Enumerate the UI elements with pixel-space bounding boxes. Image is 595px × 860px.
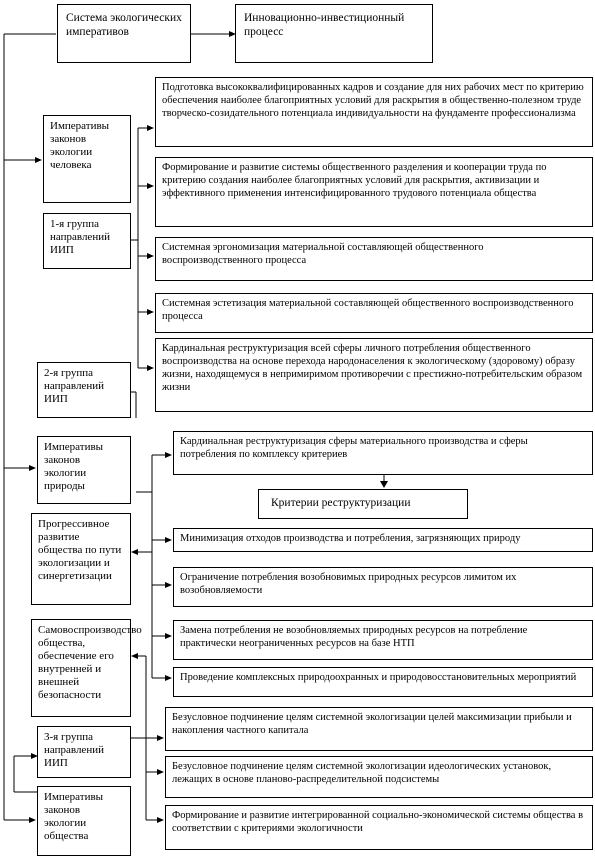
- arrow-head: [165, 675, 172, 681]
- group1-label: 1-я группа направлений ИИП: [50, 218, 110, 256]
- nature-ecology-box: [37, 436, 131, 504]
- progressive-development-label: Прогрессивное развитие общества по пути экологизации и синергетизации: [38, 518, 122, 582]
- direction-box-4: [155, 293, 593, 333]
- arrow-head: [147, 365, 154, 371]
- criterion-box-3: [173, 620, 593, 660]
- criterion-text-1: Минимизация отходов производства и потребления, загрязняющих природу: [180, 533, 521, 544]
- arrow-head: [147, 125, 154, 131]
- arrow-head: [29, 465, 36, 471]
- arrow-head: [29, 817, 36, 823]
- criteria-label: Критерии реструктуризации: [271, 497, 411, 509]
- arrow-head: [147, 183, 154, 189]
- direction-text-13: Безусловное подчинение целям системной экологизации идеологических установок, лежащих в основе планово-распределительной подсистемы: [172, 761, 552, 785]
- direction-text-4: Системная эстетизация материальной составляющей общественного воспроизводственного процесса: [162, 298, 574, 322]
- progressive-development-box: [31, 513, 131, 605]
- arrow-head: [165, 452, 172, 458]
- direction-text-5: Кардинальная реструктуризация всей сферы личного потребления общественного воспроизводства на основе перехода народонаселения к экологическому (здоровому) образу жизни, находящемуся в непримиримом противоречии с престижно-потребительским образом жизни: [162, 343, 583, 393]
- group3-box: [37, 726, 131, 778]
- arrow-head: [147, 253, 154, 259]
- criterion-text-3: Замена потребления не возобновляемых природных ресурсов на потребление практически неограниченных ресурсов на базе НТП: [180, 625, 528, 649]
- criterion-box-2: [173, 567, 593, 607]
- direction-box-5: [155, 338, 593, 412]
- arrow-head: [157, 769, 164, 775]
- society-ecology-label: Императивы законов экологии общества: [44, 791, 104, 842]
- direction-box-3: [155, 237, 593, 281]
- group2-label: 2-я группа направлений ИИП: [44, 367, 104, 405]
- direction-text-6: Кардинальная реструктуризация сферы материального производства и сферы потребления по комплексу критериев: [180, 436, 528, 460]
- direction-box-1: [155, 77, 593, 147]
- group2-box: [37, 362, 131, 418]
- arrow-head: [165, 633, 172, 639]
- direction-text-2: Формирование и развитие системы общественного разделения и кооперации труда по критерию создания наиболее благоприятных условий для раскрытия, активизации и эффективного применения интенсифицированного трудового потенциала общества: [162, 162, 547, 199]
- arrow-head: [157, 735, 164, 741]
- system-box: [57, 4, 191, 63]
- direction-box-13: [165, 756, 593, 798]
- direction-box-12: [165, 707, 593, 751]
- direction-text-14: Формирование и развитие интегрированной социально-экономической системы общества в соответствии с критериями экологичности: [172, 810, 584, 834]
- arrow-head: [380, 481, 388, 488]
- criterion-box-4: [173, 667, 593, 697]
- human-ecology-label: Императивы законов экологии человека: [50, 120, 110, 171]
- criterion-box-1: [173, 528, 593, 552]
- group3-label: 3-я группа направлений ИИП: [44, 731, 104, 769]
- system-box-label: Система экологических императивов: [66, 12, 182, 38]
- criterion-text-2: Ограничение потребления возобновимых природных ресурсов лимитом их возобновляемости: [180, 572, 517, 596]
- group1-box: [43, 213, 131, 269]
- process-box-label: Инновационно-инвестиционный процесс: [244, 12, 405, 38]
- direction-box-14: [165, 805, 593, 850]
- direction-text-1: Подготовка высококвалифицированных кадров и создание для них рабочих мест по критерию обеспечения наиболее благоприятных условий для раскрытия в общественно-полезном труде творческо-созидательного потенциала индивидуальности на фундаменте профессионализма: [162, 82, 584, 119]
- arrow-head: [131, 653, 138, 659]
- criterion-text-4: Проведение комплексных природоохранных и природовосстановительных мероприятий: [180, 672, 577, 683]
- arrow-head: [147, 309, 154, 315]
- self-reproduction-label: Самовоспроизводство общества, обеспечение его внутренней и внешней безопасности: [38, 624, 142, 701]
- nature-ecology-label: Императивы законов экологии природы: [44, 441, 104, 492]
- direction-text-12: Безусловное подчинение целям системной экологизации целей максимизации прибыли и накопления частного капитала: [172, 712, 572, 736]
- direction-box-6: [173, 431, 593, 475]
- arrow-head: [131, 549, 138, 555]
- human-ecology-box: [43, 115, 131, 203]
- process-box: [235, 4, 433, 63]
- direction-box-2: [155, 157, 593, 227]
- arrow-head: [157, 817, 164, 823]
- criteria-box: [258, 489, 468, 519]
- self-reproduction-box: [31, 619, 142, 717]
- arrow-head: [165, 537, 172, 543]
- arrow-head: [35, 157, 42, 163]
- arrow-head: [165, 582, 172, 588]
- society-ecology-box: [37, 786, 131, 856]
- direction-text-3: Системная эргономизация материальной составляющей общественного воспроизводственного процесса: [162, 242, 484, 266]
